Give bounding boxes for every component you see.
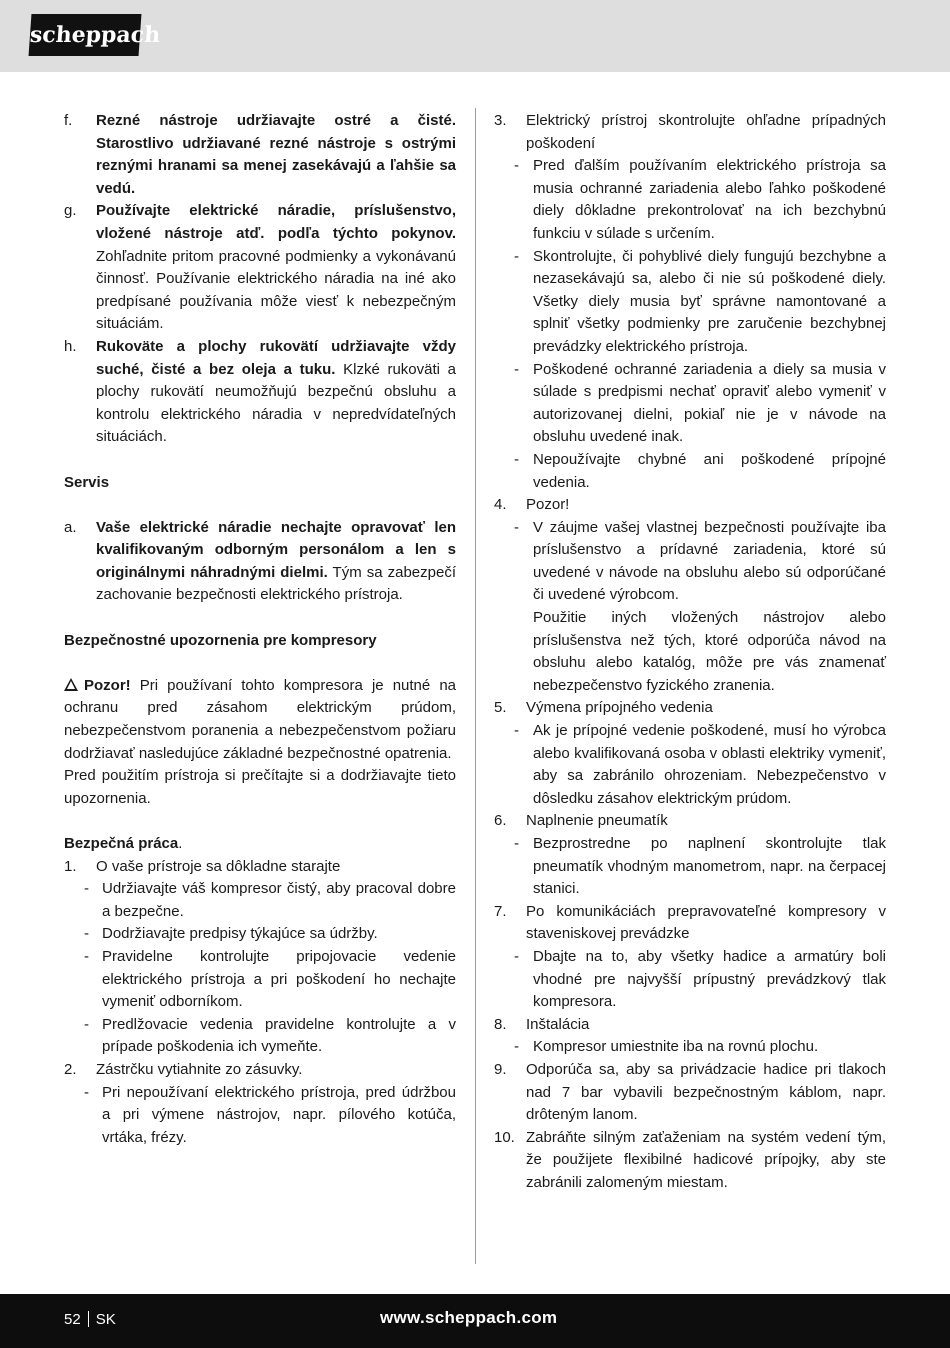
item-4-continuation: Použitie iných vložených nástrojov alebo príslušenstva než tých, ktoré odporúča návod na obsluhu alebo katalóg, môže pre vás znamenať nebezpečenstvo fyzického zranenia. (533, 609, 886, 694)
list-subitem: - Dbajte na to, aby všetky hadice a armatúry boli vhodné pre najvyšší prípustný prevádzkový tlak kompresora. (514, 947, 886, 1011)
numbered-item-8: 8. Inštalácia (494, 1014, 886, 1037)
website-link[interactable]: www.scheppach.com (380, 1308, 558, 1327)
list-item-g (64, 200, 456, 336)
item-number: 6. (494, 812, 507, 830)
item-g-bold: Používajte elektrické náradie, príslušenstvo, vložené nástroje atď. podľa týchto pokynov. (96, 202, 456, 242)
right-column (494, 110, 886, 1195)
warning-paragraph (64, 675, 456, 765)
item-number: 2. (64, 1060, 77, 1078)
servis-heading: Servis (64, 473, 110, 491)
item-number: 4. (494, 496, 507, 514)
language-code: SK (95, 1311, 116, 1328)
list-subitem: - Predlžovacie vedenia pravidelne kontrolujte a v prípade poškodenia ich vymeňte. (84, 1015, 456, 1056)
list-item-f (64, 110, 456, 200)
item-1-text: O vaše prístroje sa dôkladne starajte (96, 857, 341, 875)
list-subitem: - Bezprostredne po naplnení skontrolujte tlak pneumatík vhodným manometrom, napr. na čerpacej stanici. (514, 835, 886, 898)
item-number: 1. (64, 857, 77, 875)
before-use-text: Pred použitím prístroja si prečítajte si a dodržiavajte tieto upozornenia. (64, 767, 456, 807)
list-subitem: - V záujme vašej vlastnej bezpečnosti používajte iba príslušenstvo a prídavné zariadenia, ktoré sú uvedené v návode na obsluhu alebo sú odporúčané či uvedené výrobcom. (514, 518, 886, 604)
numbered-item-2 (64, 1059, 456, 1082)
warning-label: Pozor! (84, 676, 131, 694)
item-marker: a. (64, 518, 77, 536)
numbered-item-7: 7. Po komunikáciách prepravovateľné kompresory v staveniskovej prevádzke (494, 902, 886, 943)
list-subitem: - Pred ďalším používaním elektrického prístroja sa musia ochranné zariadenia alebo ľahko poškodené diely dôkladne prekontrolovať na ich bezchybnú funkciu v súlade s určením. (514, 157, 886, 242)
warning-triangle-icon (64, 678, 78, 691)
item-marker: h. (64, 337, 77, 355)
item-number: 8. (494, 1015, 507, 1033)
numbered-item-9: 9. Odporúča sa, aby sa privádzacie hadice pri tlakoch nad 7 bar vybavili bezpečnostným káblom, napr. drôteným lanom. (494, 1060, 886, 1124)
item-number: 7. (494, 902, 507, 920)
numbered-item-6: 6. Naplnenie pneumatík (494, 810, 886, 833)
list-item-a (64, 517, 456, 607)
list-subitem: - Kompresor umiestnite iba na rovnú plochu. (514, 1038, 819, 1056)
item-number: 10. (494, 1128, 515, 1146)
numbered-item-3: 3. Elektrický prístroj skontrolujte ohľadne prípadných poškodení (494, 112, 886, 152)
item-g-text: Zohľadnite pritom pracovné podmienky a vykonávanú činnosť. Používanie elektrického náradia na iné ako predpísané používania môže viesť k nebezpečným situáciám. (96, 247, 456, 333)
column-divider (475, 108, 476, 1264)
item-a-bold: Vaše elektrické náradie nechajte opravovať len kvalifikovaným odborným personálom a len s originálnymi náhradnými dielmi. (96, 518, 456, 581)
item-f-bold: Rezné nástroje udržiavajte ostré a čisté. (96, 112, 456, 129)
list-subitem: - Pravidelne kontrolujte pripojovacie vedenie elektrického prístroja a pri poškodení ho nechajte vymeniť odborníkom. (84, 947, 456, 1011)
list-subitem: - Ak je prípojné vedenie poškodené, musí ho výrobca alebo kvalifikovaná osoba v oblasti elektriky vymeniť, aby sa zabránilo ohrozeniam. Nebezpečenstvo v dôsledku zásahov elektrickým prúdom. (514, 722, 886, 807)
item-a-text: Tým sa zabezpečí zachovanie bezpečnosti elektrického prístroja. (96, 563, 456, 604)
list-subitem: - Skontrolujte, či pohyblivé diely fungujú bezchybne a nezasekávajú sa, alebo či nie sú poškodené diely. Všetky diely musia byť správne namontované a splniť všetky podmienky pre zaručenie bezchybnej prevádzky elektrického prístroja. (514, 247, 886, 355)
page-footer (0, 1294, 950, 1348)
list-subitem: - Dodržiavajte predpisy týkajúce sa údržby. (84, 925, 378, 943)
item-marker: f. (64, 112, 73, 129)
warning-text: Pri používaní tohto kompresora je nutné na ochranu pred zásahom elektrickým prúdom, nebezpečenstvom poranenia a nebezpečenstvom požiaru dodržiavať nasledujúce základné bezpečnostné opatrenia. (64, 676, 456, 762)
numbered-item-1 (64, 856, 456, 879)
left-column (64, 110, 456, 1149)
list-item-h (64, 336, 456, 449)
list-subitem: - Pri nepoužívaní elektrického prístroja, pred údržbou a pri výmene nástrojov, napr. pílového kotúča, vrtáka, frézy. (84, 1083, 456, 1146)
item-h-text: Klzké rukoväti a plochy rukovätí neumožňujú bezpečnú obsluhu a kontrolu elektrického náradia v nepredvídateľných situáciách. (96, 360, 456, 446)
item-marker: g. (64, 202, 77, 220)
item-2-text: Zástrčku vytiahnite zo zásuvky. (96, 1060, 303, 1078)
item-number: 3. (494, 112, 507, 129)
footer-separator (88, 1311, 89, 1327)
numbered-item-4: 4. Pozor! (494, 494, 886, 517)
numbered-item-5: 5. Výmena prípojného vedenia (494, 697, 886, 720)
list-subitem: - Udržiavajte váš kompresor čistý, aby pracoval dobre a bezpečne. (84, 880, 456, 920)
safe-work-heading: Bezpečná práca. (64, 835, 183, 852)
list-subitem: - Poškodené ochranné zariadenia a diely sa musia v súlade s predpismi nechať opraviť alebo vymeniť v autorizovanej dielni, pokiaľ nie je v návode na obsluhu uvedené inak. (514, 360, 886, 446)
item-f-bold-2: Starostlivo udržiavané rezné nástroje s ostrými reznými hranami sa menej zasekávajú a ľahšie sa vedú. (96, 134, 456, 197)
numbered-item-10: 10. Zabráňte silným zaťaženiam na systém vedení tým, že použijete flexibilné hadicové prípojky, aby ste zabránili zalomeným miestam. (494, 1128, 886, 1191)
page-number: 52 SK (64, 1311, 116, 1328)
page-header (0, 0, 950, 72)
list-subitem: - Nepoužívajte chybné ani poškodené prípojné vedenia. (514, 450, 886, 491)
compressor-heading: Bezpečnostné upozornenia pre kompresory (64, 631, 377, 649)
item-number: 9. (494, 1060, 507, 1078)
item-h-bold: Rukoväte a plochy rukovätí udržiavajte vždy suché, čisté a bez oleja a tuku. (96, 337, 456, 378)
item-number: 5. (494, 699, 507, 717)
scheppach-logo: scheppach (29, 14, 142, 56)
